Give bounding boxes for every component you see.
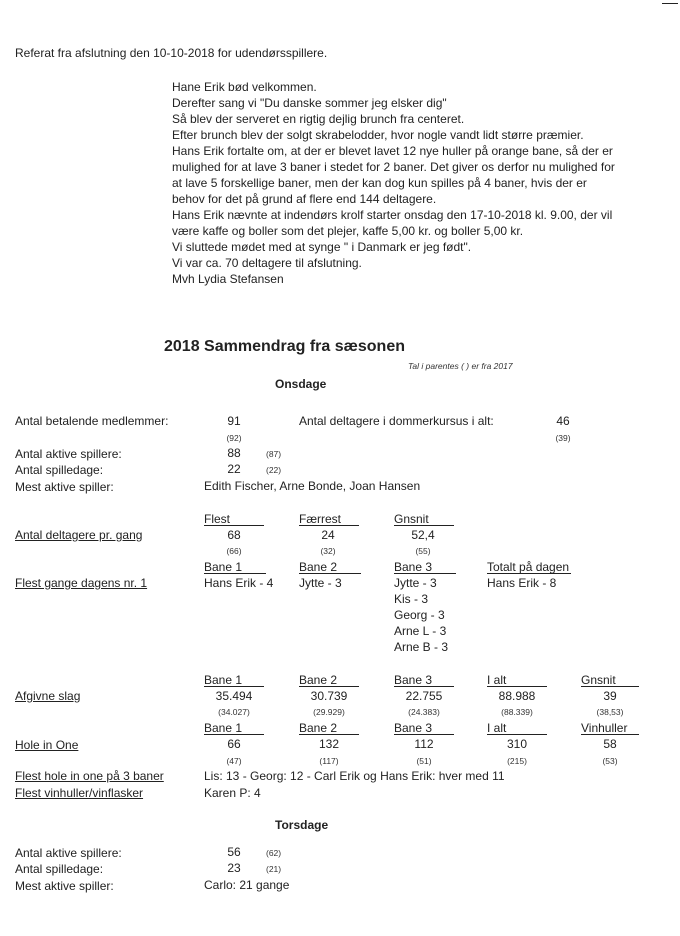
letter-line: Hans Erik nævnte at indendørs krolf starter onsdag den 17-10-2018 kl. 9.00, der vil <box>172 208 613 222</box>
active-prev: (87) <box>266 449 282 459</box>
days-label: Antal spilledage: <box>15 463 104 477</box>
members-value: 91 <box>227 414 241 428</box>
thu-days-value: 23 <box>227 861 241 875</box>
participants-rule <box>299 525 359 526</box>
dayno1-rule <box>487 573 571 574</box>
participants-prev: (66) <box>226 546 242 556</box>
participants-header-faerrest: Færrest <box>299 512 341 526</box>
thu-active-prev: (62) <box>266 848 282 858</box>
letter-line: Vi sluttede mødet med at synge " i Danmark er jeg født". <box>172 240 472 254</box>
dayno1-bane3: Jytte - 3 <box>394 576 437 590</box>
thu-most-active-value: Carlo: 21 gange <box>204 878 290 892</box>
days-value: 22 <box>227 462 241 476</box>
letter-line: Vi var ca. 70 deltagere til afslutning. <box>172 256 362 270</box>
members-label: Antal betalende medlemmer: <box>15 414 169 428</box>
dayno1-bane3: Arne L - 3 <box>394 624 447 638</box>
most-hio-value: Lis: 13 - Georg: 12 - Carl Erik og Hans Erik: hver med 11 <box>204 769 505 783</box>
letter-line: være kaffe og boller som det plejer, kaffe 5,00 kr. og boller 5,00 kr. <box>172 224 524 238</box>
hio-header: I alt <box>487 721 507 735</box>
hio-value: 112 <box>414 737 434 751</box>
strokes-header: Bane 1 <box>204 673 243 687</box>
strokes-prev: (38,53) <box>596 707 624 717</box>
participants-rule <box>394 525 454 526</box>
participants-header-gnsnit: Gnsnit <box>394 512 429 526</box>
strokes-rule <box>581 686 639 687</box>
strokes-header: Bane 3 <box>394 673 433 687</box>
participants-value: 68 <box>227 528 241 542</box>
hio-prev: (47) <box>226 756 242 766</box>
corner-mark <box>662 3 678 4</box>
hio-rule <box>394 734 454 735</box>
most-active-value: Edith Fischer, Arne Bonde, Joan Hansen <box>204 479 421 493</box>
dayno1-label: Flest gange dagens nr. 1 <box>15 576 148 590</box>
hio-value: 58 <box>603 737 617 751</box>
strokes-value: 39 <box>603 689 617 703</box>
strokes-value: 30.739 <box>310 689 348 703</box>
hio-value: 66 <box>227 737 241 751</box>
page-title: Referat fra afslutning den 10-10-2018 for udendørsspillere. <box>15 46 328 60</box>
most-hio-label: Flest hole in one på 3 baner <box>15 769 164 783</box>
strokes-header: Gnsnit <box>581 673 616 687</box>
letter-line: mulighed for at lave 3 baner i stedet for 2 baner. Det giver os derfor nu mulighed for <box>172 160 615 174</box>
dayno1-total: Hans Erik - 8 <box>487 576 557 590</box>
dayno1-bane2: Jytte - 3 <box>299 576 342 590</box>
strokes-label: Afgivne slag <box>15 689 81 703</box>
thu-days-prev: (21) <box>266 864 282 874</box>
strokes-prev: (24.383) <box>408 707 440 717</box>
judges-value: 46 <box>556 414 570 428</box>
members-prev: (92) <box>226 433 242 443</box>
summary-note: Tal i parentes ( ) er fra 2017 <box>408 361 513 371</box>
letter-line: behov for det på grund af flere end 144 deltagere. <box>172 192 437 206</box>
letter-line: Så blev der serveret en rigtig dejlig brunch fra centeret. <box>172 112 465 126</box>
dayno1-rule <box>394 573 456 574</box>
strokes-value: 35.494 <box>215 689 253 703</box>
hio-prev: (215) <box>507 756 527 766</box>
strokes-rule <box>487 686 547 687</box>
dayno1-bane3: Georg - 3 <box>394 608 445 622</box>
judges-label: Antal deltagere i dommerkursus i alt: <box>299 414 494 428</box>
participants-label: Antal deltagere pr. gang <box>15 528 143 542</box>
strokes-rule <box>394 686 454 687</box>
hio-header: Vinhuller <box>581 721 628 735</box>
strokes-rule <box>204 686 264 687</box>
participants-prev: (32) <box>320 546 336 556</box>
most-active-label: Mest aktive spiller: <box>15 480 114 494</box>
wine-label: Flest vinhuller/vinflasker <box>15 786 144 800</box>
dayno1-header: Bane 3 <box>394 560 433 574</box>
judges-prev: (39) <box>555 433 571 443</box>
dayno1-header: Bane 1 <box>204 560 243 574</box>
participants-value: 24 <box>321 528 335 542</box>
strokes-header: I alt <box>487 673 507 687</box>
strokes-prev: (88.339) <box>501 707 533 717</box>
hio-rule <box>581 734 639 735</box>
hio-rule <box>487 734 547 735</box>
hio-header: Bane 1 <box>204 721 243 735</box>
onsdage-heading: Onsdage <box>275 377 327 391</box>
strokes-value: 88.988 <box>498 689 536 703</box>
thu-active-label: Antal aktive spillere: <box>15 846 122 860</box>
hio-value: 132 <box>318 737 340 751</box>
hio-header: Bane 3 <box>394 721 433 735</box>
letter-line: at lave 5 forskellige baner, men der kan dog kun spilles på 4 baner, hvis der er <box>172 176 587 190</box>
hio-prev: (51) <box>416 756 432 766</box>
dayno1-header: Bane 2 <box>299 560 338 574</box>
dayno1-rule <box>204 573 266 574</box>
dayno1-bane3: Arne B - 3 <box>394 640 449 654</box>
dayno1-bane3: Kis - 3 <box>394 592 429 606</box>
hio-label: Hole in One <box>15 738 79 752</box>
strokes-rule <box>299 686 359 687</box>
hio-prev: (53) <box>602 756 618 766</box>
hio-prev: (117) <box>319 756 339 766</box>
summary-title: 2018 Sammendrag fra sæsonen <box>164 338 405 355</box>
participants-value: 52,4 <box>411 528 435 542</box>
thu-days-label: Antal spilledage: <box>15 862 104 876</box>
strokes-prev: (29.929) <box>313 707 345 717</box>
dayno1-rule <box>299 573 361 574</box>
participants-header-flest: Flest <box>204 512 231 526</box>
wine-value: Karen P: 4 <box>204 786 261 800</box>
hio-rule <box>299 734 359 735</box>
thu-active-value: 56 <box>227 845 241 859</box>
active-label: Antal aktive spillere: <box>15 447 122 461</box>
days-prev: (22) <box>266 465 282 475</box>
participants-prev: (55) <box>415 546 431 556</box>
letter-line: Derefter sang vi "Du danske sommer jeg elsker dig" <box>172 96 447 110</box>
letter-line: Hans Erik fortalte om, at der er blevet lavet 12 nye huller på orange bane, så der er <box>172 144 613 158</box>
letter-line: Efter brunch blev der solgt skrabelodder, hvor nogle vandt lidt større præmier. <box>172 128 584 142</box>
dayno1-header: Totalt på dagen <box>487 560 570 574</box>
hio-header: Bane 2 <box>299 721 338 735</box>
letter-line: Hane Erik bød velkommen. <box>172 80 317 94</box>
strokes-value: 22.755 <box>405 689 443 703</box>
torsdage-heading: Torsdage <box>275 818 329 832</box>
strokes-prev: (34.027) <box>218 707 250 717</box>
participants-rule <box>204 525 264 526</box>
hio-rule <box>204 734 264 735</box>
dayno1-bane1: Hans Erik - 4 <box>204 576 274 590</box>
thu-most-active-label: Mest aktive spiller: <box>15 879 114 893</box>
hio-value: 310 <box>506 737 528 751</box>
strokes-header: Bane 2 <box>299 673 338 687</box>
letter-signature: Mvh Lydia Stefansen <box>172 272 284 286</box>
active-value: 88 <box>227 446 241 460</box>
